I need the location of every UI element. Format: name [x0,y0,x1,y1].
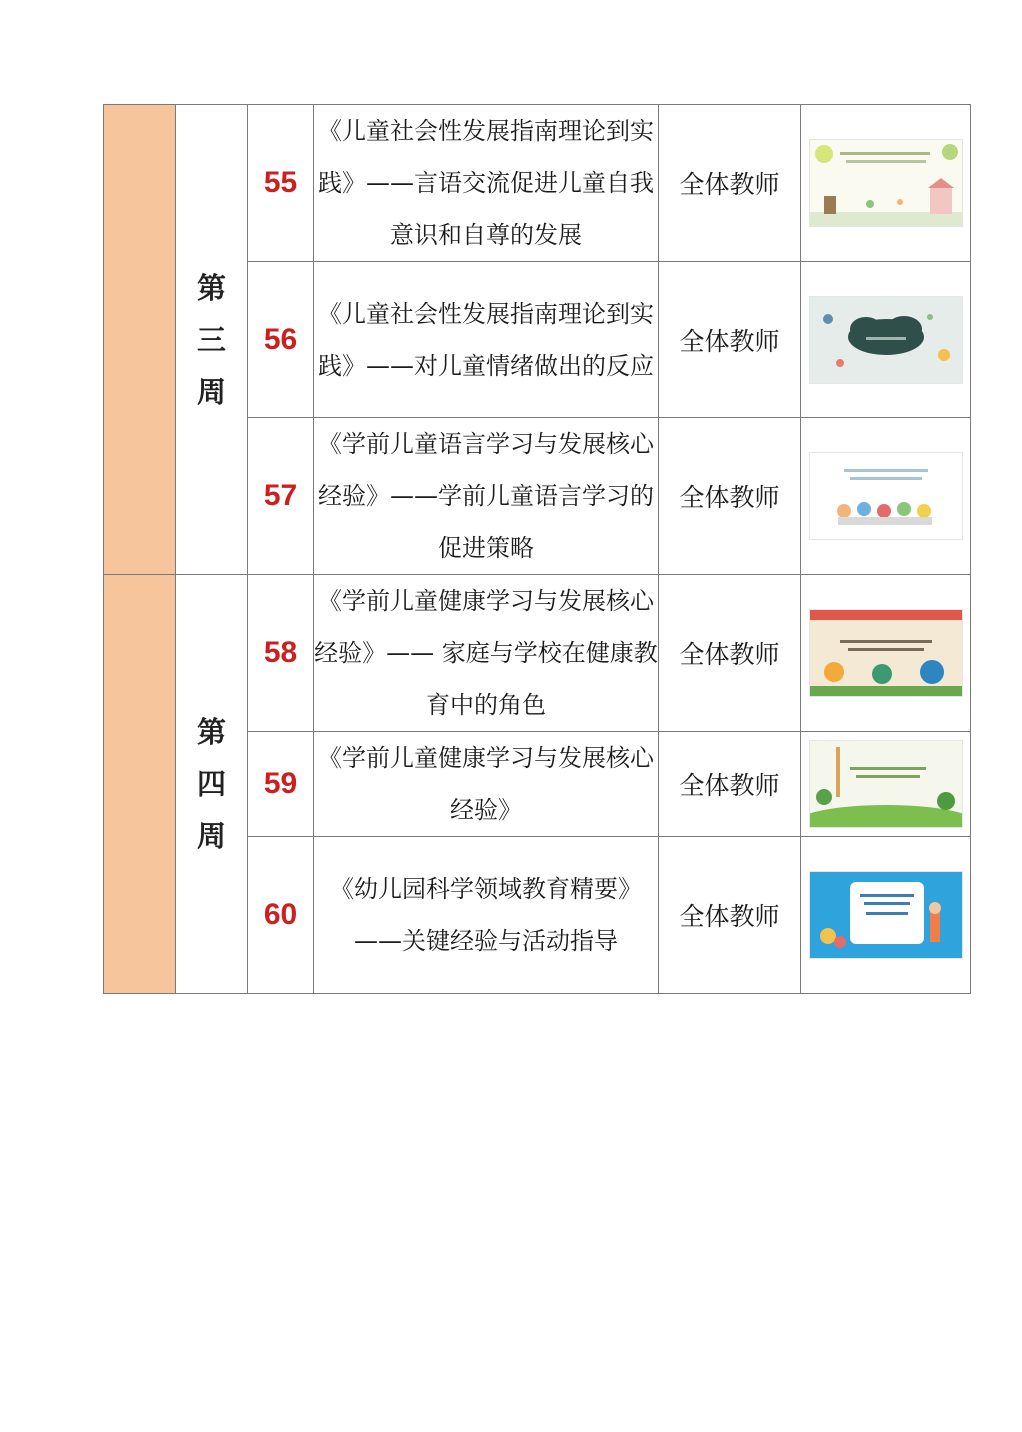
session-audience: 全体教师 [659,262,801,418]
thumbnail-image[interactable] [809,296,963,384]
slide-thumbnail-icon [810,741,962,827]
slide-thumbnail-icon [810,453,962,539]
thumbnail-cell [801,418,971,575]
week-char: 四 [196,767,226,801]
schedule-table [103,104,971,994]
thumbnail-cell [801,732,971,837]
session-number: 59 [248,732,314,837]
slide-thumbnail-icon [810,140,962,226]
table-row [104,575,971,732]
session-title: 《儿童社会性发展指南理论到实践》——言语交流促进儿童自我意识和自尊的发展 [314,105,659,262]
slide-thumbnail-icon [810,610,962,696]
session-title: 《学前儿童健康学习与发展核心经验》—— 家庭与学校在健康教育中的角色 [314,575,659,732]
session-number: 57 [248,418,314,575]
thumbnail-image[interactable] [809,609,963,697]
session-title: 《幼儿园科学领域教育精要》——关键经验与活动指导 [314,837,659,994]
thumbnail-cell [801,262,971,418]
session-audience: 全体教师 [659,575,801,732]
session-title: 《学前儿童语言学习与发展核心经验》——学前儿童语言学习的促进策略 [314,418,659,575]
thumbnail-cell [801,105,971,262]
session-audience: 全体教师 [659,418,801,575]
table-row [104,105,971,262]
session-audience: 全体教师 [659,837,801,994]
session-title: 《儿童社会性发展指南理论到实践》——对儿童情绪做出的反应 [314,262,659,418]
accent-bar-week4 [104,575,176,994]
session-audience: 全体教师 [659,105,801,262]
week-label-4 [176,575,248,994]
thumbnail-image[interactable] [809,740,963,828]
slide-thumbnail-icon [810,872,962,958]
week-char: 第 [196,270,226,305]
week-char: 第 [196,715,226,749]
thumbnail-cell [801,575,971,732]
week-char: 周 [196,819,226,853]
session-number: 56 [248,262,314,418]
session-number: 58 [248,575,314,732]
week-char: 周 [196,374,226,409]
week-label-3 [176,105,248,575]
slide-thumbnail-icon [810,297,962,383]
session-audience: 全体教师 [659,732,801,837]
session-number: 55 [248,105,314,262]
thumbnail-cell [801,837,971,994]
week-char: 三 [196,322,226,357]
thumbnail-image[interactable] [809,139,963,227]
accent-bar-week3 [104,105,176,575]
session-title: 《学前儿童健康学习与发展核心经验》 [314,732,659,837]
session-number: 60 [248,837,314,994]
thumbnail-image[interactable] [809,871,963,959]
thumbnail-image[interactable] [809,452,963,540]
